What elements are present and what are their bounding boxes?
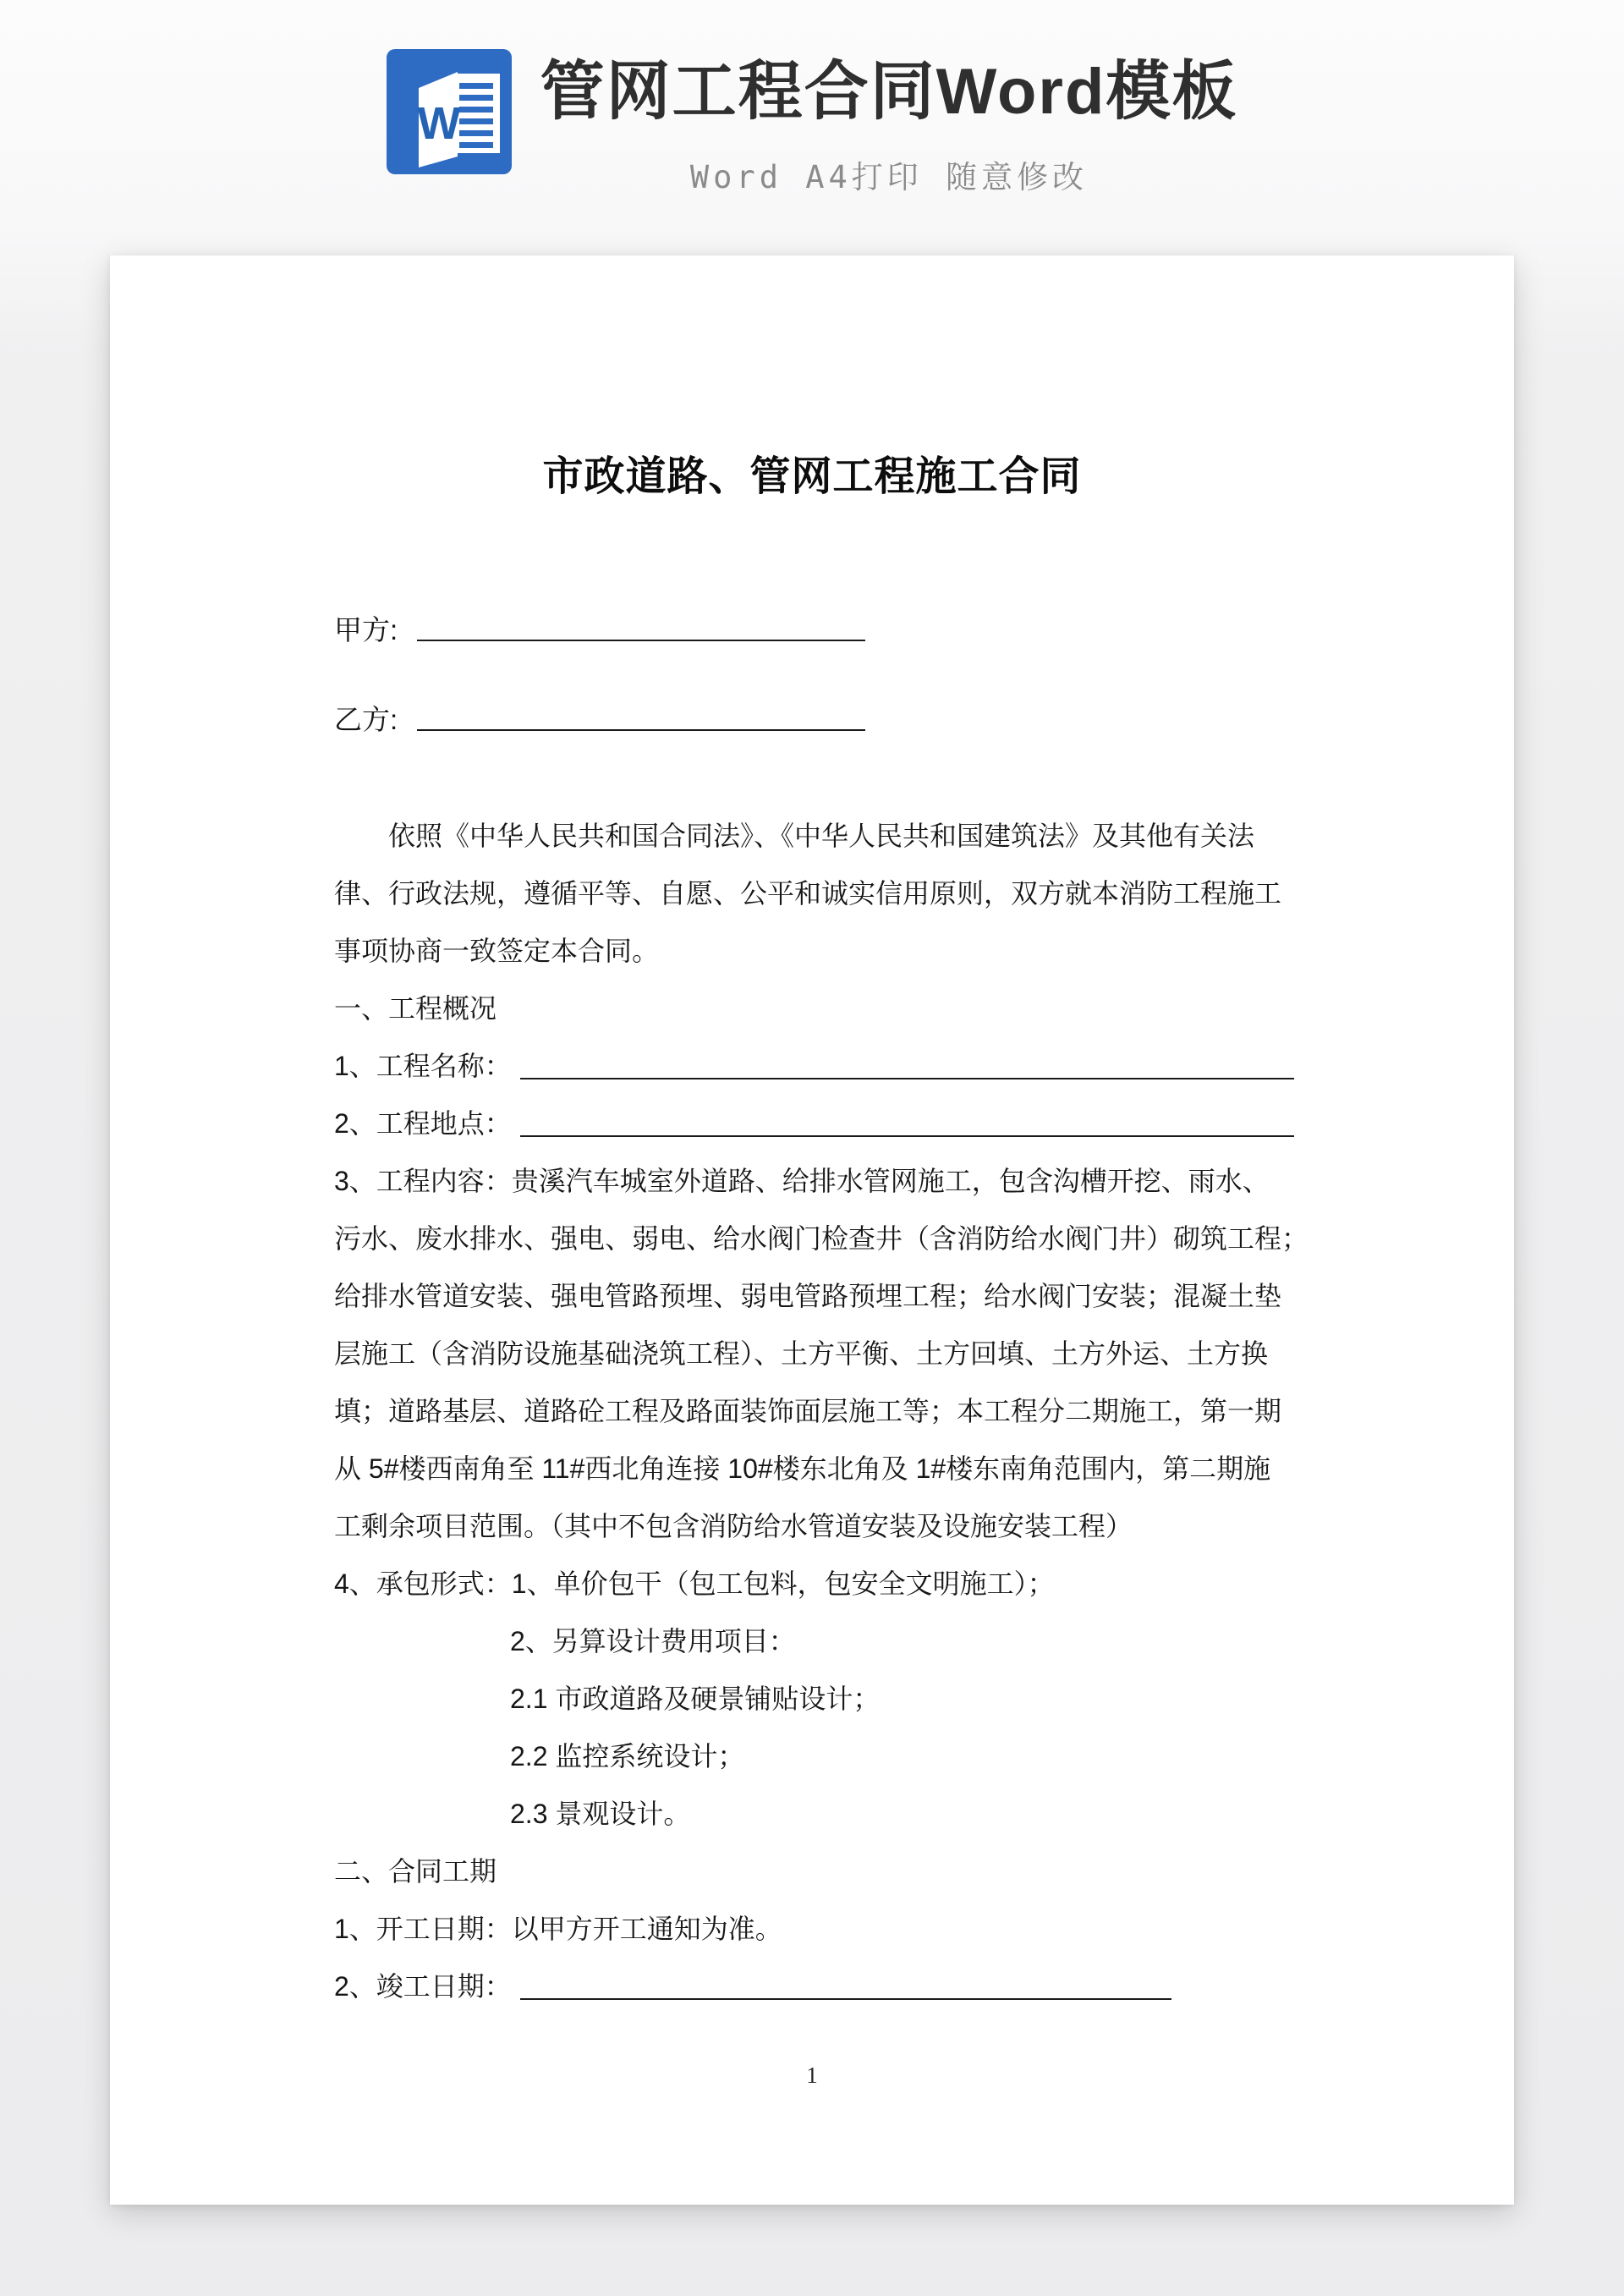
body-line [334,1785,1294,1843]
body-line [334,1325,1294,1382]
party-b-label: 乙方: [334,704,406,735]
body-line [334,865,1294,922]
body-line [334,1670,1294,1727]
body-line [334,1267,1294,1325]
body-line-text: 二、合同工期 [334,1856,497,1887]
body-line-text: 2、竣工日期： [334,1971,512,2002]
blank-underline [520,1095,1294,1137]
body-line-text: 律、行政法规，遵循平等、自愿、公平和诚实信用原则，双方就本消防工程施工 [334,878,1282,909]
body-line [334,1152,1294,1210]
body-line-text: 1、开工日期：以甲方开工通知为准。 [334,1914,782,1944]
body-line-text: 一、工程概况 [334,993,497,1024]
document-body [334,807,1309,2015]
template-title: 管网工程合同Word模板 [540,56,1238,128]
body-line-text: 2、工程地点： [334,1108,512,1139]
body-line [334,1037,1294,1095]
party-b-blank-underline [417,700,865,731]
body-line-text: 2.1 市政道路及硬景铺贴设计； [510,1684,881,1714]
template-subtitle: Word A4打印 随意修改 [689,158,1089,195]
page-number: 1 [806,2063,818,2088]
body-line [334,1382,1294,1440]
parties-block [334,611,865,790]
blank-underline [520,1037,1294,1079]
body-line [334,1440,1294,1497]
body-line [334,922,1294,980]
svg-text:W: W [417,98,461,149]
party-a-blank-underline [417,611,865,641]
site-header [0,0,1624,254]
body-line [334,1210,1309,1267]
body-line-text: 层施工（含消防设施基础浇筑工程）、土方平衡、土方回填、土方外运、土方换 [334,1338,1269,1369]
body-line-text: 1、工程名称： [334,1051,512,1081]
header-texts [540,49,1238,197]
header-inner [387,49,1238,197]
body-line-text: 填；道路基层、道路砼工程及路面装饰面层施工等；本工程分二期施工，第一期 [334,1396,1282,1426]
body-line [334,1555,1294,1612]
body-line-text: 从 5#楼西南角至 11#西北角连接 10#楼东北角及 1#楼东南角范围内，第二期施 [334,1453,1271,1484]
body-line-text: 4、承包形式：1、单价包干（包工包料，包安全文明施工）； [334,1568,1055,1599]
body-line [334,1900,1294,1958]
party-b-row [334,700,865,739]
party-a-row [334,611,865,650]
body-line-text: 3、工程内容：贵溪汽车城室外道路、给排水管网施工，包含沟槽开挖、雨水、 [334,1166,1270,1196]
body-line-text: 工剩余项目范围。（其中不包含消防给水管道安装及设施安装工程） [334,1511,1133,1541]
body-line [334,980,1294,1037]
body-line-text: 污水、废水排水、强电、弱电、给水阀门检查井（含消防给水阀门井）砌筑工程； [334,1223,1309,1254]
body-line [334,807,1294,865]
body-line [334,1843,1294,1900]
body-line-text: 依照《中华人民共和国合同法》、《中华人民共和国建筑法》及其他有关法 [388,821,1255,851]
body-line [334,1497,1294,1555]
body-line-text: 给排水管道安装、强电管路预埋、弱电管路预埋工程；给水阀门安装；混凝土垫 [334,1281,1282,1311]
body-line [334,1095,1294,1152]
body-line-text: 2.2 监控系统设计； [510,1741,745,1771]
party-a-label: 甲方: [334,614,406,645]
body-line-text: 事项协商一致签定本合同。 [334,936,660,966]
body-line [334,1958,1294,2015]
blank-underline [520,1958,1171,2000]
document-page [110,255,1514,2205]
body-line [334,1612,1294,1670]
body-line-text: 2、另算设计费用项目： [510,1626,796,1656]
document-title: 市政道路、管网工程施工合同 [542,454,1082,499]
word-logo-icon [387,49,512,174]
body-line-text: 2.3 景观设计。 [510,1799,691,1829]
body-line [334,1727,1294,1785]
